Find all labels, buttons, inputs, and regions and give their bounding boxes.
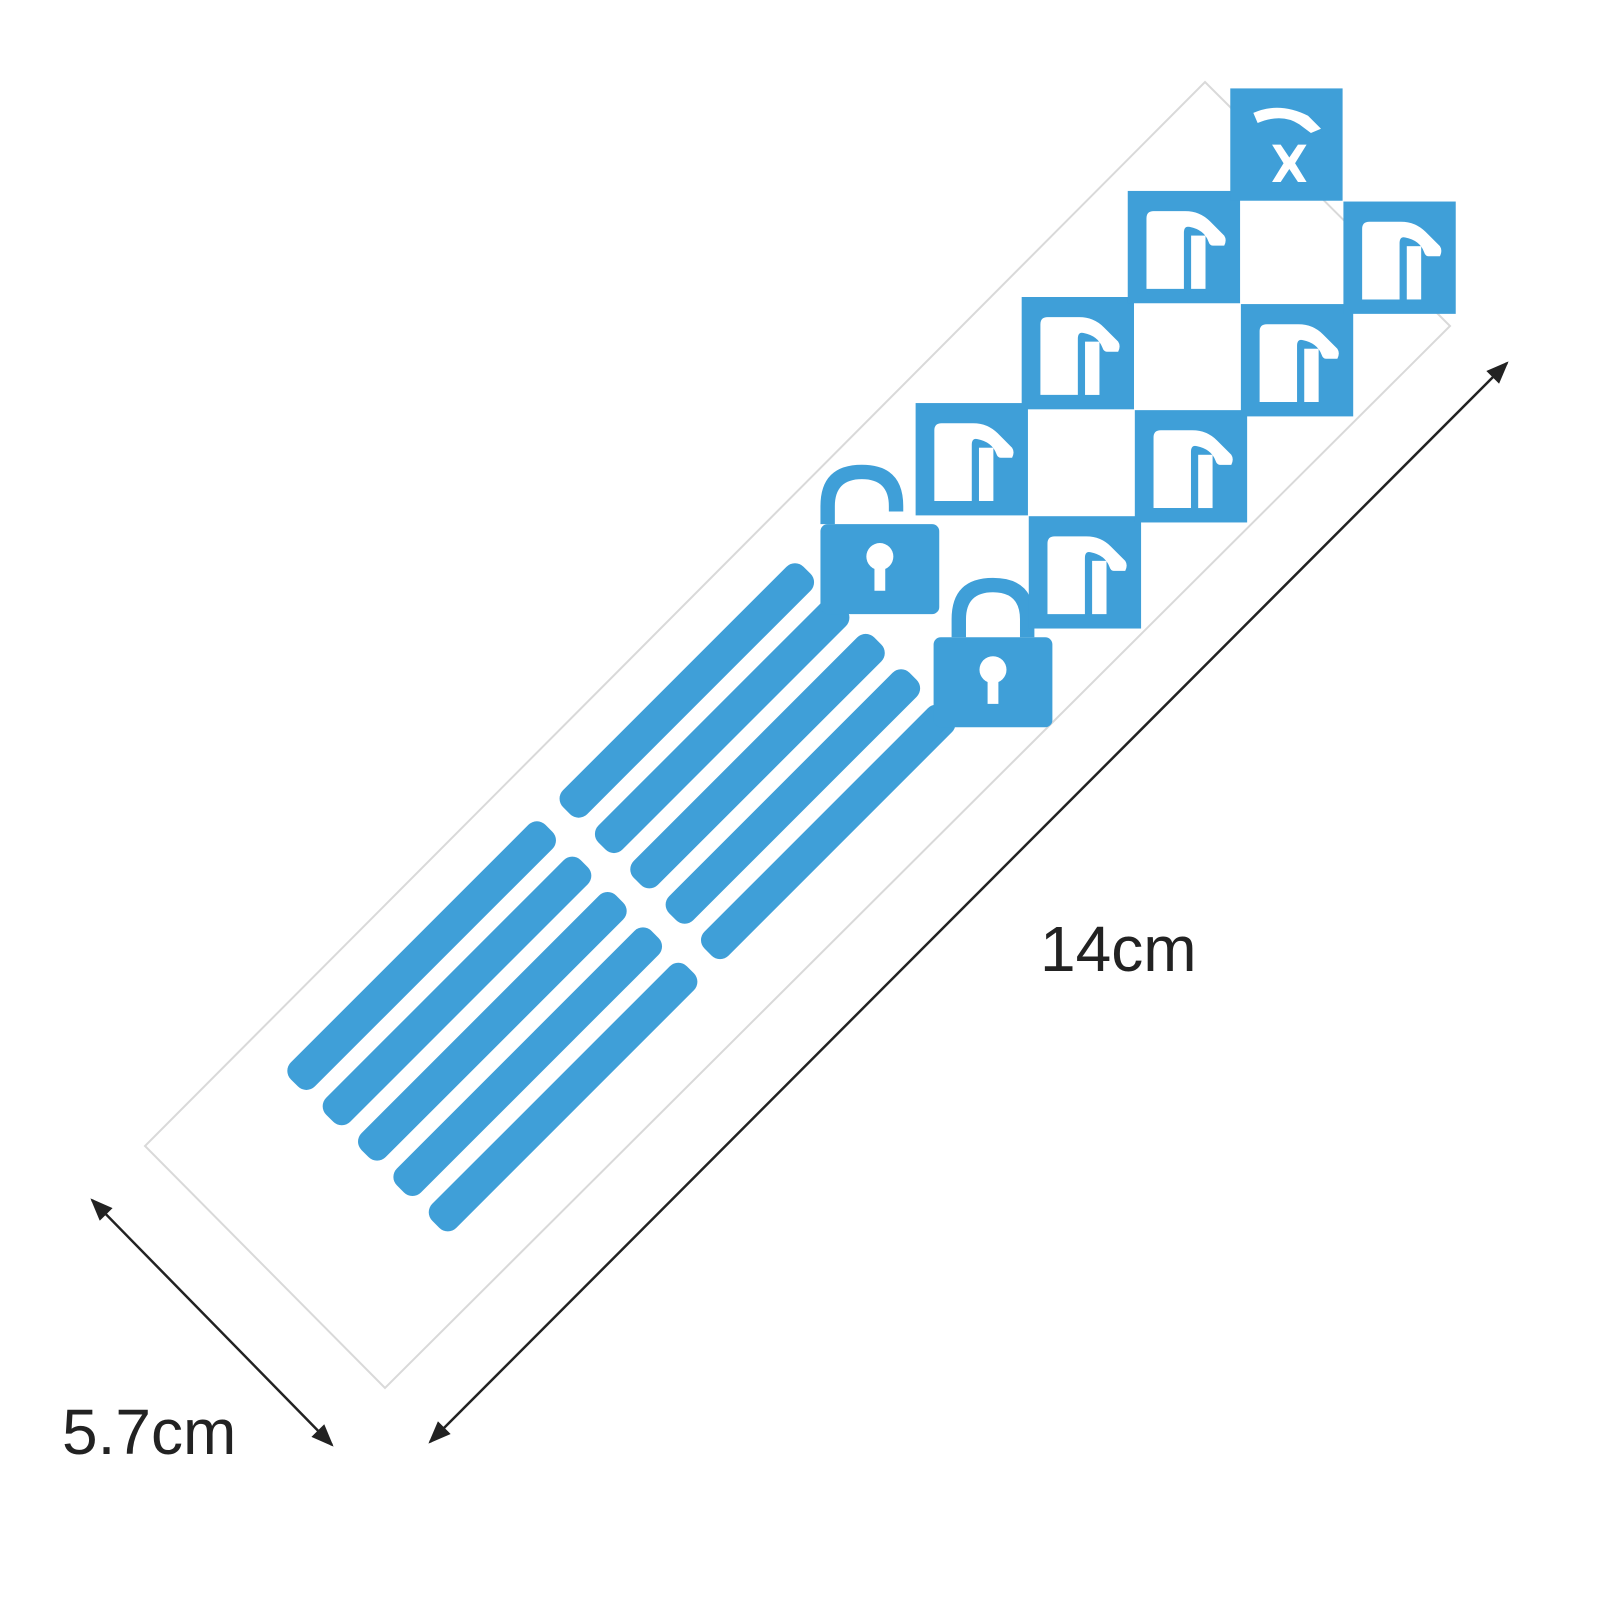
door-icon: [1128, 191, 1240, 303]
length-label: 14cm: [1040, 913, 1197, 985]
door-icon: [1343, 202, 1455, 314]
door-icon: [1029, 516, 1141, 628]
door-icon: [916, 403, 1028, 515]
door-icon: [1241, 304, 1353, 416]
door-icon: [1135, 410, 1247, 522]
door-icon: [1022, 297, 1134, 409]
width-label: 5.7cm: [62, 1396, 237, 1468]
trunk-icon: [1230, 88, 1342, 200]
